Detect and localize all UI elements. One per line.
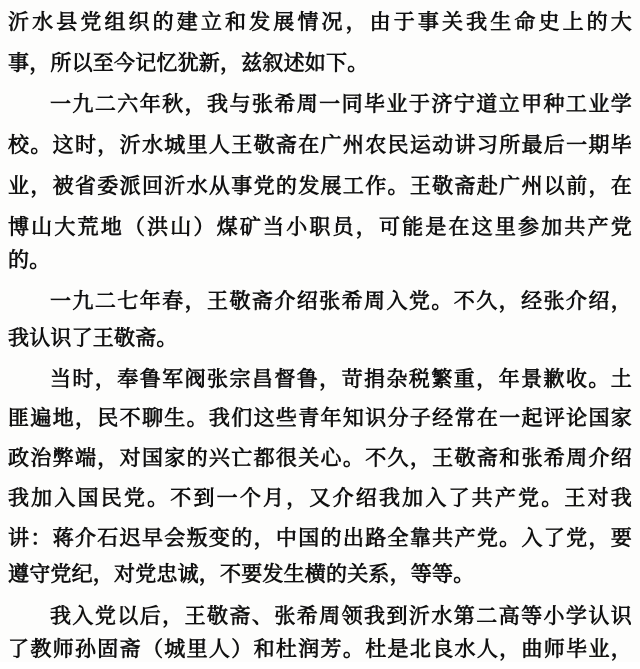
text-line: 一九二七年春，王敬斋介绍张希周入党。不久，经张介绍， bbox=[50, 288, 632, 313]
text-line: 事，所以至今记忆犹新，兹叙述如下。 bbox=[8, 50, 369, 75]
text-line: 一九二六年秋，我与张希周一同毕业于济宁道立甲种工业学 bbox=[50, 91, 632, 116]
text-line: 业，被省委派回沂水从事党的发展工作。王敬斋赴广州以前，在 bbox=[8, 173, 632, 198]
text-line: 我入党以后，王敬斋、张希周领我到沂水第二高等小学认识 bbox=[50, 603, 632, 628]
text-line: 的。 bbox=[8, 247, 51, 272]
text-line: 遵守党纪，对党忠诚，不要发生横的关系，等等。 bbox=[8, 561, 475, 586]
text-line: 我认识了王敬斋。 bbox=[8, 325, 178, 350]
text-line: 政治弊端，对国家的兴亡都很关心。不久，王敬斋和张希周介绍 bbox=[8, 445, 632, 470]
text-line: 讲：蒋介石迟早会叛变的，中国的出路全靠共产党。入了党，要 bbox=[8, 525, 632, 550]
text-line: 了教师孙固斋（城里人）和杜润芳。杜是北良水人，曲师毕业， bbox=[8, 636, 632, 661]
text-line: 匪遍地，民不聊生。我们这些青年知识分子经常在一起评论国家 bbox=[8, 405, 632, 430]
text-line: 博山大荒地（洪山）煤矿当小职员，可能是在这里参加共产党 bbox=[8, 214, 632, 239]
text-line: 我加入国民党。不到一个月，又介绍我加入了共产党。王对我 bbox=[8, 485, 632, 510]
text-line: 沂水县党组织的建立和发展情况，由于事关我生命史上的大 bbox=[8, 9, 632, 34]
text-line: 校。这时，沂水城里人王敬斋在广州农民运动讲习所最后一期毕 bbox=[8, 132, 632, 157]
text-line: 当时，奉鲁军阀张宗昌督鲁，苛捐杂税繁重，年景歉收。土 bbox=[50, 366, 632, 391]
